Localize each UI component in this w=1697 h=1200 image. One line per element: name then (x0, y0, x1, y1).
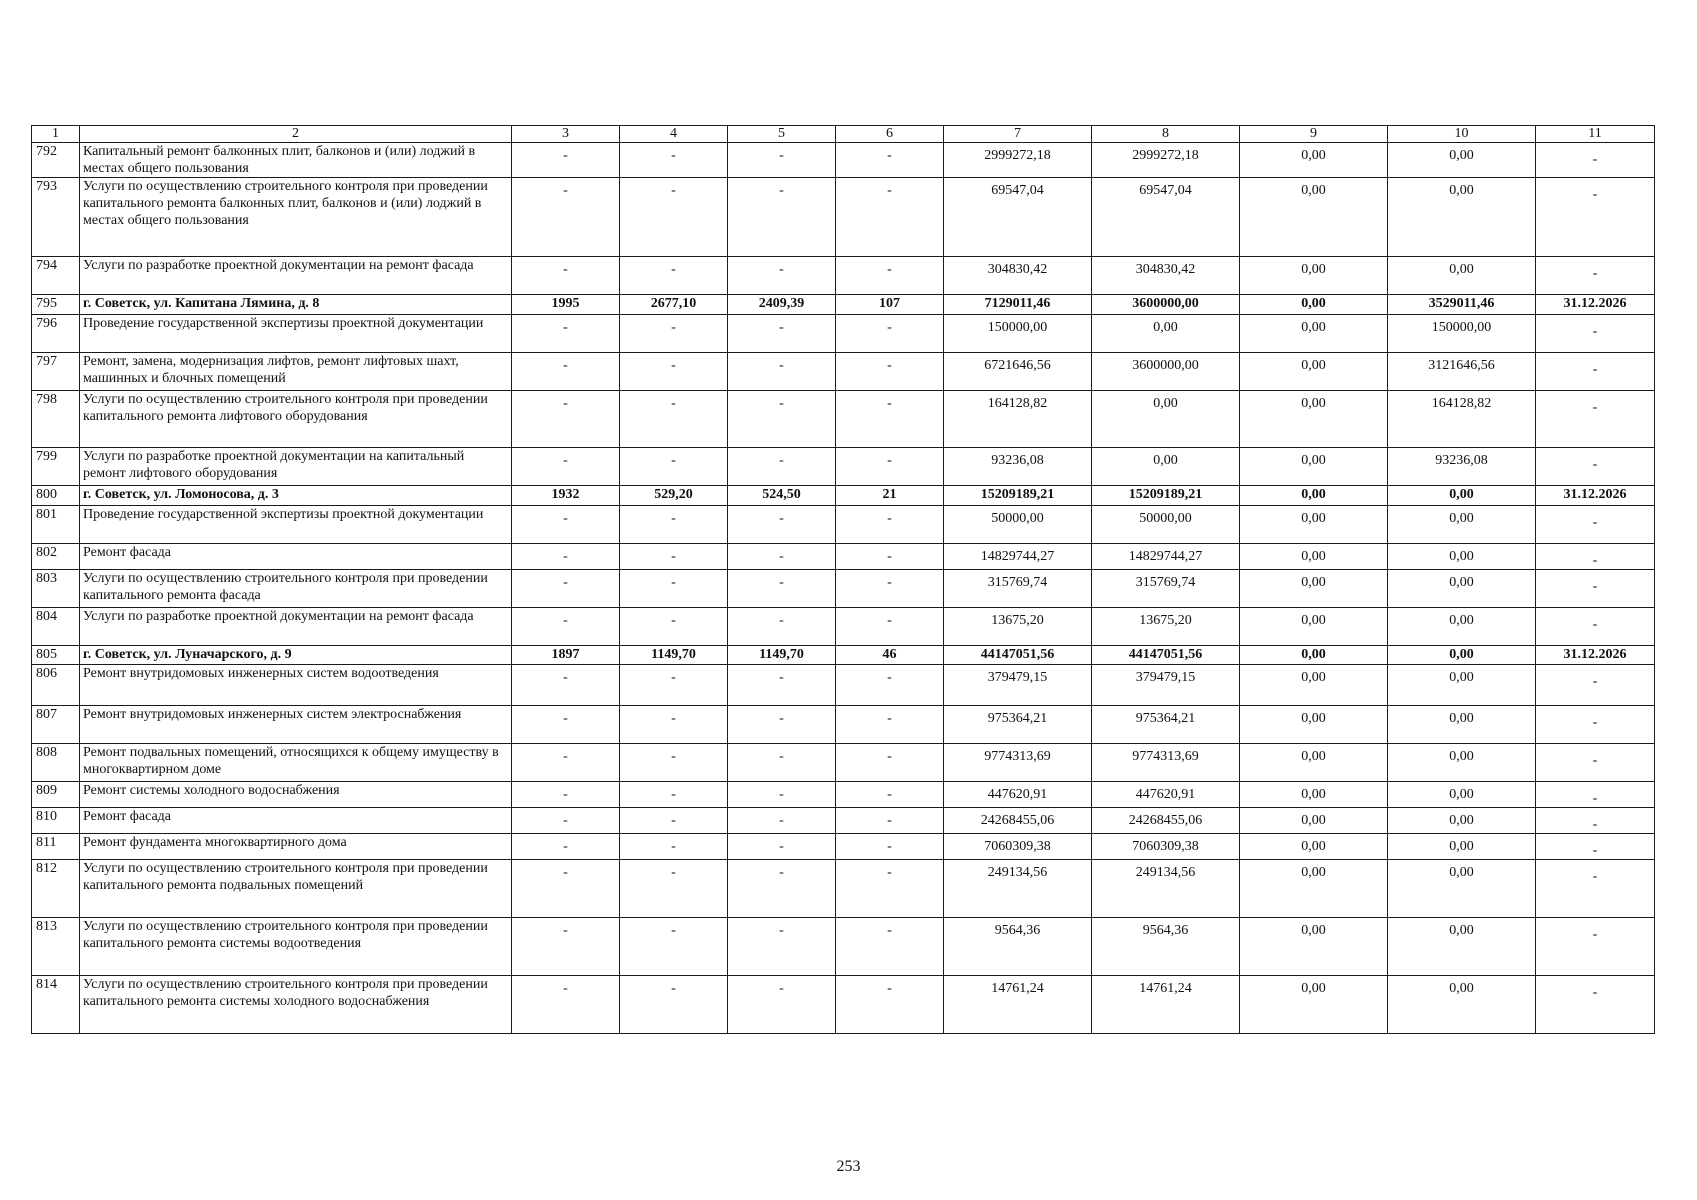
page-number: 253 (836, 1158, 861, 1175)
residential-area: 524,50 (728, 486, 836, 506)
work-row (32, 178, 1655, 257)
commissioning-year: - (512, 506, 620, 544)
cost-fund: 975364,21 (1092, 706, 1240, 744)
cost-fund: 447620,91 (1092, 782, 1240, 808)
residential-area: - (728, 353, 836, 391)
cost-fund: 315769,74 (1092, 570, 1240, 608)
total-area: - (620, 143, 728, 178)
column-number: 3 (512, 126, 620, 143)
residential-area: - (728, 544, 836, 570)
commissioning-year: - (512, 315, 620, 353)
work-row (32, 353, 1655, 391)
cost-fund: 14829744,27 (1092, 544, 1240, 570)
residents-count: - (836, 315, 944, 353)
work-row (32, 918, 1655, 976)
total-area: - (620, 976, 728, 1034)
residents-count: - (836, 448, 944, 486)
cost-owners: 0,00 (1388, 486, 1536, 506)
residents-count: 46 (836, 646, 944, 665)
row-number: 812 (32, 860, 80, 918)
total-cost: 7060309,38 (944, 834, 1092, 860)
total-area: - (620, 448, 728, 486)
residents-count: 21 (836, 486, 944, 506)
cost-owners: 0,00 (1388, 143, 1536, 178)
work-row (32, 808, 1655, 834)
cost-budget: 0,00 (1240, 178, 1388, 257)
completion-date: - (1536, 391, 1655, 448)
row-number: 806 (32, 665, 80, 706)
cost-fund: 2999272,18 (1092, 143, 1240, 178)
row-number: 798 (32, 391, 80, 448)
total-area: - (620, 608, 728, 646)
residents-count: - (836, 506, 944, 544)
cost-owners: 3121646,56 (1388, 353, 1536, 391)
work-description: Ремонт, замена, модернизация лифтов, ремонт лифтовых шахт, машинных и блочных помещений (80, 353, 512, 391)
cost-budget: 0,00 (1240, 706, 1388, 744)
residents-count: - (836, 834, 944, 860)
cost-budget: 0,00 (1240, 315, 1388, 353)
cost-fund: 9564,36 (1092, 918, 1240, 976)
total-cost: 249134,56 (944, 860, 1092, 918)
cost-budget: 0,00 (1240, 570, 1388, 608)
commissioning-year: 1932 (512, 486, 620, 506)
cost-owners: 0,00 (1388, 860, 1536, 918)
commissioning-year: 1897 (512, 646, 620, 665)
cost-budget: 0,00 (1240, 143, 1388, 178)
row-number: 810 (32, 808, 80, 834)
residents-count: - (836, 353, 944, 391)
work-description: Ремонт фасада (80, 808, 512, 834)
completion-date: - (1536, 257, 1655, 295)
row-number: 796 (32, 315, 80, 353)
cost-fund: 304830,42 (1092, 257, 1240, 295)
row-number: 803 (32, 570, 80, 608)
work-description: Услуги по осуществлению строительного контроля при проведении капитального ремонта системы водоотведения (80, 918, 512, 976)
cost-owners: 0,00 (1388, 918, 1536, 976)
cost-owners: 150000,00 (1388, 315, 1536, 353)
completion-date: - (1536, 506, 1655, 544)
work-description: г. Советск, ул. Ломоносова, д. 3 (80, 486, 512, 506)
commissioning-year: - (512, 918, 620, 976)
work-description: Проведение государственной экспертизы проектной документации (80, 315, 512, 353)
commissioning-year: - (512, 178, 620, 257)
total-cost: 69547,04 (944, 178, 1092, 257)
completion-date: - (1536, 976, 1655, 1034)
completion-date: - (1536, 834, 1655, 860)
total-cost: 6721646,56 (944, 353, 1092, 391)
cost-fund: 9774313,69 (1092, 744, 1240, 782)
cost-fund: 0,00 (1092, 448, 1240, 486)
cost-budget: 0,00 (1240, 834, 1388, 860)
work-row (32, 315, 1655, 353)
residents-count: - (836, 178, 944, 257)
address-row (32, 646, 1655, 665)
column-number: 4 (620, 126, 728, 143)
cost-budget: 0,00 (1240, 808, 1388, 834)
total-area: - (620, 834, 728, 860)
commissioning-year: - (512, 257, 620, 295)
total-area: - (620, 665, 728, 706)
cost-budget: 0,00 (1240, 295, 1388, 315)
cost-fund: 69547,04 (1092, 178, 1240, 257)
work-row (32, 506, 1655, 544)
completion-date: - (1536, 665, 1655, 706)
residential-area: - (728, 570, 836, 608)
residential-area: - (728, 860, 836, 918)
row-number: 808 (32, 744, 80, 782)
total-cost: 93236,08 (944, 448, 1092, 486)
residents-count: - (836, 860, 944, 918)
commissioning-year: - (512, 706, 620, 744)
cost-fund: 44147051,56 (1092, 646, 1240, 665)
row-number: 811 (32, 834, 80, 860)
cost-fund: 15209189,21 (1092, 486, 1240, 506)
cost-fund: 13675,20 (1092, 608, 1240, 646)
address-row (32, 486, 1655, 506)
cost-fund: 50000,00 (1092, 506, 1240, 544)
register-sheet (31, 125, 1654, 1034)
cost-budget: 0,00 (1240, 918, 1388, 976)
total-area: - (620, 506, 728, 544)
residential-area: - (728, 744, 836, 782)
work-description: г. Советск, ул. Луначарского, д. 9 (80, 646, 512, 665)
work-description: Услуги по разработке проектной документации на ремонт фасада (80, 608, 512, 646)
work-row (32, 976, 1655, 1034)
total-area: - (620, 808, 728, 834)
row-number: 809 (32, 782, 80, 808)
cost-fund: 14761,24 (1092, 976, 1240, 1034)
column-number: 8 (1092, 126, 1240, 143)
work-description: Услуги по осуществлению строительного контроля при проведении капитального ремонта системы холодного водоснабжения (80, 976, 512, 1034)
address-row (32, 295, 1655, 315)
cost-fund: 24268455,06 (1092, 808, 1240, 834)
cost-fund: 3600000,00 (1092, 295, 1240, 315)
row-number: 792 (32, 143, 80, 178)
residents-count: - (836, 608, 944, 646)
cost-budget: 0,00 (1240, 608, 1388, 646)
work-row (32, 570, 1655, 608)
cost-owners: 0,00 (1388, 976, 1536, 1034)
work-description: Услуги по осуществлению строительного контроля при проведении капитального ремонта фасада (80, 570, 512, 608)
completion-date: - (1536, 544, 1655, 570)
row-number: 801 (32, 506, 80, 544)
total-area: - (620, 860, 728, 918)
cost-owners: 0,00 (1388, 506, 1536, 544)
residents-count: - (836, 544, 944, 570)
residents-count: - (836, 570, 944, 608)
commissioning-year: - (512, 665, 620, 706)
completion-date: 31.12.2026 (1536, 295, 1655, 315)
row-number: 804 (32, 608, 80, 646)
residential-area: - (728, 808, 836, 834)
row-number: 814 (32, 976, 80, 1034)
commissioning-year: 1995 (512, 295, 620, 315)
total-area: 1149,70 (620, 646, 728, 665)
column-number: 2 (80, 126, 512, 143)
work-row (32, 706, 1655, 744)
column-number: 11 (1536, 126, 1655, 143)
total-cost: 9774313,69 (944, 744, 1092, 782)
total-area: - (620, 315, 728, 353)
work-row (32, 391, 1655, 448)
completion-date: - (1536, 608, 1655, 646)
residents-count: - (836, 391, 944, 448)
completion-date: - (1536, 448, 1655, 486)
cost-owners: 0,00 (1388, 808, 1536, 834)
total-cost: 975364,21 (944, 706, 1092, 744)
column-number: 7 (944, 126, 1092, 143)
total-cost: 304830,42 (944, 257, 1092, 295)
work-row (32, 448, 1655, 486)
cost-budget: 0,00 (1240, 506, 1388, 544)
residential-area: - (728, 178, 836, 257)
total-cost: 379479,15 (944, 665, 1092, 706)
commissioning-year: - (512, 570, 620, 608)
residential-area: - (728, 391, 836, 448)
residential-area: - (728, 448, 836, 486)
cost-fund: 3600000,00 (1092, 353, 1240, 391)
total-cost: 44147051,56 (944, 646, 1092, 665)
total-area: - (620, 918, 728, 976)
column-number: 10 (1388, 126, 1536, 143)
cost-budget: 0,00 (1240, 782, 1388, 808)
completion-date: - (1536, 178, 1655, 257)
residents-count: - (836, 782, 944, 808)
total-area: - (620, 744, 728, 782)
cost-owners: 0,00 (1388, 665, 1536, 706)
commissioning-year: - (512, 834, 620, 860)
total-area: - (620, 353, 728, 391)
cost-budget: 0,00 (1240, 544, 1388, 570)
total-area: - (620, 570, 728, 608)
column-number-row (32, 126, 1655, 143)
commissioning-year: - (512, 976, 620, 1034)
total-cost: 13675,20 (944, 608, 1092, 646)
commissioning-year: - (512, 143, 620, 178)
completion-date: 31.12.2026 (1536, 646, 1655, 665)
row-number: 807 (32, 706, 80, 744)
residential-area: - (728, 608, 836, 646)
residents-count: - (836, 706, 944, 744)
completion-date: - (1536, 353, 1655, 391)
total-area: - (620, 782, 728, 808)
cost-owners: 3529011,46 (1388, 295, 1536, 315)
cost-fund: 7060309,38 (1092, 834, 1240, 860)
cost-budget: 0,00 (1240, 391, 1388, 448)
work-row (32, 608, 1655, 646)
total-area: - (620, 706, 728, 744)
residential-area: - (728, 257, 836, 295)
total-cost: 50000,00 (944, 506, 1092, 544)
residential-area: - (728, 976, 836, 1034)
work-description: Услуги по осуществлению строительного контроля при проведении капитального ремонта подвальных помещений (80, 860, 512, 918)
work-row (32, 834, 1655, 860)
cost-budget: 0,00 (1240, 448, 1388, 486)
work-description: Услуги по осуществлению строительного контроля при проведении капитального ремонта лифтового оборудования (80, 391, 512, 448)
row-number: 802 (32, 544, 80, 570)
work-row (32, 744, 1655, 782)
total-area: - (620, 391, 728, 448)
cost-owners: 0,00 (1388, 744, 1536, 782)
total-cost: 7129011,46 (944, 295, 1092, 315)
cost-owners: 93236,08 (1388, 448, 1536, 486)
residential-area: - (728, 506, 836, 544)
total-cost: 2999272,18 (944, 143, 1092, 178)
work-description: Капитальный ремонт балконных плит, балконов и (или) лоджий в местах общего пользования (80, 143, 512, 178)
row-number: 794 (32, 257, 80, 295)
work-description: Услуги по разработке проектной документации на ремонт фасада (80, 257, 512, 295)
row-number: 799 (32, 448, 80, 486)
work-row (32, 782, 1655, 808)
work-row (32, 860, 1655, 918)
residents-count: 107 (836, 295, 944, 315)
completion-date: - (1536, 143, 1655, 178)
completion-date: - (1536, 570, 1655, 608)
cost-budget: 0,00 (1240, 486, 1388, 506)
completion-date: - (1536, 782, 1655, 808)
cost-owners: 164128,82 (1388, 391, 1536, 448)
table-body (32, 126, 1655, 1034)
total-area: - (620, 178, 728, 257)
commissioning-year: - (512, 808, 620, 834)
work-description: Проведение государственной экспертизы проектной документации (80, 506, 512, 544)
total-cost: 150000,00 (944, 315, 1092, 353)
completion-date: - (1536, 860, 1655, 918)
cost-budget: 0,00 (1240, 744, 1388, 782)
cost-fund: 249134,56 (1092, 860, 1240, 918)
residential-area: - (728, 834, 836, 860)
completion-date: 31.12.2026 (1536, 486, 1655, 506)
work-row (32, 143, 1655, 178)
commissioning-year: - (512, 448, 620, 486)
commissioning-year: - (512, 544, 620, 570)
total-cost: 164128,82 (944, 391, 1092, 448)
commissioning-year: - (512, 782, 620, 808)
completion-date: - (1536, 315, 1655, 353)
cost-budget: 0,00 (1240, 646, 1388, 665)
residents-count: - (836, 143, 944, 178)
commissioning-year: - (512, 744, 620, 782)
work-row (32, 665, 1655, 706)
cost-owners: 0,00 (1388, 570, 1536, 608)
column-number: 6 (836, 126, 944, 143)
residential-area: - (728, 918, 836, 976)
residential-area: - (728, 665, 836, 706)
work-row (32, 544, 1655, 570)
residential-area: 2409,39 (728, 295, 836, 315)
total-area: - (620, 544, 728, 570)
work-description: Ремонт фундамента многоквартирного дома (80, 834, 512, 860)
total-area: 529,20 (620, 486, 728, 506)
cost-budget: 0,00 (1240, 860, 1388, 918)
residents-count: - (836, 665, 944, 706)
total-cost: 15209189,21 (944, 486, 1092, 506)
column-number: 9 (1240, 126, 1388, 143)
work-description: Ремонт системы холодного водоснабжения (80, 782, 512, 808)
work-description: Услуги по осуществлению строительного контроля при проведении капитального ремонта балконных плит, балконов и (или) лоджий в местах общего пользования (80, 178, 512, 257)
work-description: Ремонт внутридомовых инженерных систем водоотведения (80, 665, 512, 706)
residential-area: - (728, 782, 836, 808)
completion-date: - (1536, 918, 1655, 976)
total-area: - (620, 257, 728, 295)
work-description: Услуги по разработке проектной документации на капитальный ремонт лифтового оборудования (80, 448, 512, 486)
residents-count: - (836, 808, 944, 834)
total-cost: 447620,91 (944, 782, 1092, 808)
work-description: г. Советск, ул. Капитана Лямина, д. 8 (80, 295, 512, 315)
work-description: Ремонт фасада (80, 544, 512, 570)
commissioning-year: - (512, 391, 620, 448)
commissioning-year: - (512, 860, 620, 918)
residential-area: - (728, 706, 836, 744)
residents-count: - (836, 744, 944, 782)
row-number: 793 (32, 178, 80, 257)
cost-budget: 0,00 (1240, 665, 1388, 706)
residents-count: - (836, 918, 944, 976)
row-number: 797 (32, 353, 80, 391)
cost-budget: 0,00 (1240, 257, 1388, 295)
cost-budget: 0,00 (1240, 976, 1388, 1034)
row-number: 800 (32, 486, 80, 506)
residential-area: - (728, 315, 836, 353)
cost-owners: 0,00 (1388, 608, 1536, 646)
residents-count: - (836, 257, 944, 295)
completion-date: - (1536, 744, 1655, 782)
commissioning-year: - (512, 608, 620, 646)
work-description: Ремонт подвальных помещений, относящихся к общему имуществу в многоквартирном доме (80, 744, 512, 782)
total-cost: 24268455,06 (944, 808, 1092, 834)
residents-count: - (836, 976, 944, 1034)
completion-date: - (1536, 808, 1655, 834)
work-row (32, 257, 1655, 295)
cost-owners: 0,00 (1388, 257, 1536, 295)
residential-area: 1149,70 (728, 646, 836, 665)
capital-repair-table (31, 125, 1655, 1034)
total-cost: 9564,36 (944, 918, 1092, 976)
cost-budget: 0,00 (1240, 353, 1388, 391)
cost-owners: 0,00 (1388, 782, 1536, 808)
work-description: Ремонт внутридомовых инженерных систем электроснабжения (80, 706, 512, 744)
total-cost: 14829744,27 (944, 544, 1092, 570)
cost-fund: 0,00 (1092, 315, 1240, 353)
cost-owners: 0,00 (1388, 646, 1536, 665)
row-number: 813 (32, 918, 80, 976)
cost-owners: 0,00 (1388, 706, 1536, 744)
cost-fund: 379479,15 (1092, 665, 1240, 706)
total-cost: 315769,74 (944, 570, 1092, 608)
column-number: 1 (32, 126, 80, 143)
cost-owners: 0,00 (1388, 834, 1536, 860)
column-number: 5 (728, 126, 836, 143)
row-number: 805 (32, 646, 80, 665)
total-area: 2677,10 (620, 295, 728, 315)
cost-owners: 0,00 (1388, 178, 1536, 257)
row-number: 795 (32, 295, 80, 315)
commissioning-year: - (512, 353, 620, 391)
cost-owners: 0,00 (1388, 544, 1536, 570)
total-cost: 14761,24 (944, 976, 1092, 1034)
cost-fund: 0,00 (1092, 391, 1240, 448)
residential-area: - (728, 143, 836, 178)
completion-date: - (1536, 706, 1655, 744)
